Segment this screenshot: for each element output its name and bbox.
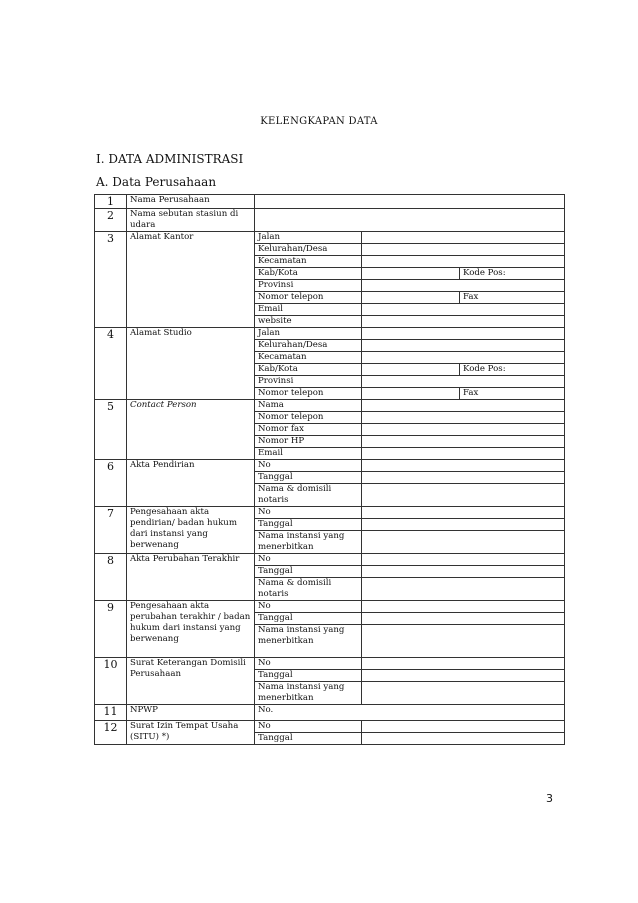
value-cell[interactable]: [362, 424, 565, 436]
field-label: Kelurahan/Desa: [255, 244, 362, 256]
field-label: Kab/Kota: [255, 364, 362, 376]
row-label: Nama sebutan stasiun di udara: [127, 209, 255, 232]
row-label: Akta Pendirian: [127, 460, 255, 507]
value-cell[interactable]: [362, 448, 565, 460]
value-cell[interactable]: [362, 578, 565, 601]
row-label: Pengesahaan akta perubahan terakhir / badan hukum dari instansi yang berwenang: [127, 601, 255, 658]
value-cell[interactable]: [362, 244, 565, 256]
field-label: Kecamatan: [255, 352, 362, 364]
row-number: 12: [95, 721, 127, 745]
value-cell[interactable]: [362, 256, 565, 268]
value-cell[interactable]: [362, 733, 565, 745]
field-label: website: [255, 316, 362, 328]
field-label: Nama instansi yang menerbitkan: [255, 625, 362, 658]
row-number: 5: [95, 400, 127, 460]
field-label: Jalan: [255, 328, 362, 340]
value-cell[interactable]: [362, 566, 565, 578]
field-label: Tanggal: [255, 472, 362, 484]
value-cell[interactable]: [362, 682, 565, 705]
value-cell[interactable]: [362, 460, 565, 472]
value-cell[interactable]: [362, 658, 565, 670]
row-label: NPWP: [127, 705, 255, 721]
field-label: Nomor telepon: [255, 388, 362, 400]
field-label: Provinsi: [255, 376, 362, 388]
field-label: Email: [255, 304, 362, 316]
value-cell[interactable]: [362, 472, 565, 484]
value-cell[interactable]: [362, 412, 565, 424]
field-label: Kab/Kota: [255, 268, 362, 280]
table-row: [95, 460, 565, 472]
field-label: Email: [255, 448, 362, 460]
row-number: 4: [95, 328, 127, 400]
row-label: Surat Keterangan Domisili Perusahaan: [127, 658, 255, 705]
row-label: Pengesahaan akta pendirian/ badan hukum dari instansi yang berwenang: [127, 507, 255, 554]
field-label: Nama & domisili notaris: [255, 578, 362, 601]
document-title: KELENGKAPAN DATA: [260, 116, 378, 127]
row-label: Alamat Studio: [127, 328, 255, 400]
row-number: 1: [95, 195, 127, 209]
table-row: [95, 400, 565, 412]
row-number: 3: [95, 232, 127, 328]
field-label: Tanggal: [255, 519, 362, 531]
row-number: 6: [95, 460, 127, 507]
value-cell[interactable]: [362, 625, 565, 658]
row-label: Contact Person: [127, 400, 255, 460]
value-cell[interactable]: [362, 316, 565, 328]
value-cell[interactable]: [362, 554, 565, 566]
row-number: 11: [95, 705, 127, 721]
table-row: [95, 507, 565, 519]
value-cell[interactable]: [362, 340, 565, 352]
row-label: Surat Izin Tempat Usaha (SITU) *): [127, 721, 255, 745]
value-cell[interactable]: [362, 280, 565, 292]
value-cell[interactable]: [362, 364, 460, 376]
value-cell[interactable]: [362, 232, 565, 244]
field-label: Nama instansi yang menerbitkan: [255, 531, 362, 554]
field-label: Nomor telepon: [255, 292, 362, 304]
value-cell[interactable]: [362, 436, 565, 448]
table-row: [95, 601, 565, 613]
field-label: No: [255, 460, 362, 472]
company-data-table: [94, 194, 565, 745]
field-label: No: [255, 658, 362, 670]
field-label: No: [255, 721, 362, 733]
field-extra-label[interactable]: Kode Pos:: [460, 268, 565, 280]
field-label: Nama instansi yang menerbitkan: [255, 682, 362, 705]
field-label: No: [255, 554, 362, 566]
field-label: Nama: [255, 400, 362, 412]
value-cell[interactable]: [362, 601, 565, 613]
row-number: 7: [95, 507, 127, 554]
field-extra-label[interactable]: Fax: [460, 388, 565, 400]
table-row: [95, 705, 565, 721]
value-cell[interactable]: [255, 195, 565, 209]
value-cell[interactable]: [362, 352, 565, 364]
value-cell[interactable]: [362, 613, 565, 625]
field-label: Kelurahan/Desa: [255, 340, 362, 352]
npwp-field[interactable]: No.: [255, 705, 565, 721]
row-label: Akta Perubahan Terakhir: [127, 554, 255, 601]
field-label: No: [255, 507, 362, 519]
table-row: [95, 209, 565, 232]
field-label: Tanggal: [255, 670, 362, 682]
value-cell[interactable]: [362, 484, 565, 507]
field-extra-label[interactable]: Kode Pos:: [460, 364, 565, 376]
table-row: [95, 195, 565, 209]
table-row: [95, 554, 565, 566]
table-row: [95, 658, 565, 670]
field-label: Tanggal: [255, 733, 362, 745]
row-number: 9: [95, 601, 127, 658]
value-cell[interactable]: [362, 531, 565, 554]
value-cell[interactable]: [362, 507, 565, 519]
field-label: Tanggal: [255, 613, 362, 625]
field-extra-label[interactable]: Fax: [460, 292, 565, 304]
value-cell[interactable]: [362, 400, 565, 412]
value-cell[interactable]: [362, 268, 460, 280]
value-cell[interactable]: [362, 304, 565, 316]
field-label: Kecamatan: [255, 256, 362, 268]
section-title: I. DATA ADMINISTRASI: [96, 152, 244, 166]
field-label: Nama & domisili notaris: [255, 484, 362, 507]
field-label: Provinsi: [255, 280, 362, 292]
field-label: Nomor HP: [255, 436, 362, 448]
value-cell[interactable]: [362, 388, 460, 400]
row-number: 2: [95, 209, 127, 232]
value-cell[interactable]: [362, 721, 565, 733]
table-row: [95, 721, 565, 733]
subsection-title: A. Data Perusahaan: [96, 175, 217, 189]
value-cell[interactable]: [362, 292, 460, 304]
value-cell[interactable]: [255, 209, 565, 232]
page-number: 3: [546, 792, 553, 805]
value-cell[interactable]: [362, 670, 565, 682]
row-label: Alamat Kantor: [127, 232, 255, 328]
row-number: 10: [95, 658, 127, 705]
value-cell[interactable]: [362, 376, 565, 388]
field-label: Nomor fax: [255, 424, 362, 436]
field-label: Tanggal: [255, 566, 362, 578]
table-row: [95, 232, 565, 244]
field-label: No: [255, 601, 362, 613]
table-row: [95, 328, 565, 340]
field-label: Nomor telepon: [255, 412, 362, 424]
field-label: Jalan: [255, 232, 362, 244]
value-cell[interactable]: [362, 328, 565, 340]
value-cell[interactable]: [362, 519, 565, 531]
row-label: Nama Perusahaan: [127, 195, 255, 209]
row-number: 8: [95, 554, 127, 601]
